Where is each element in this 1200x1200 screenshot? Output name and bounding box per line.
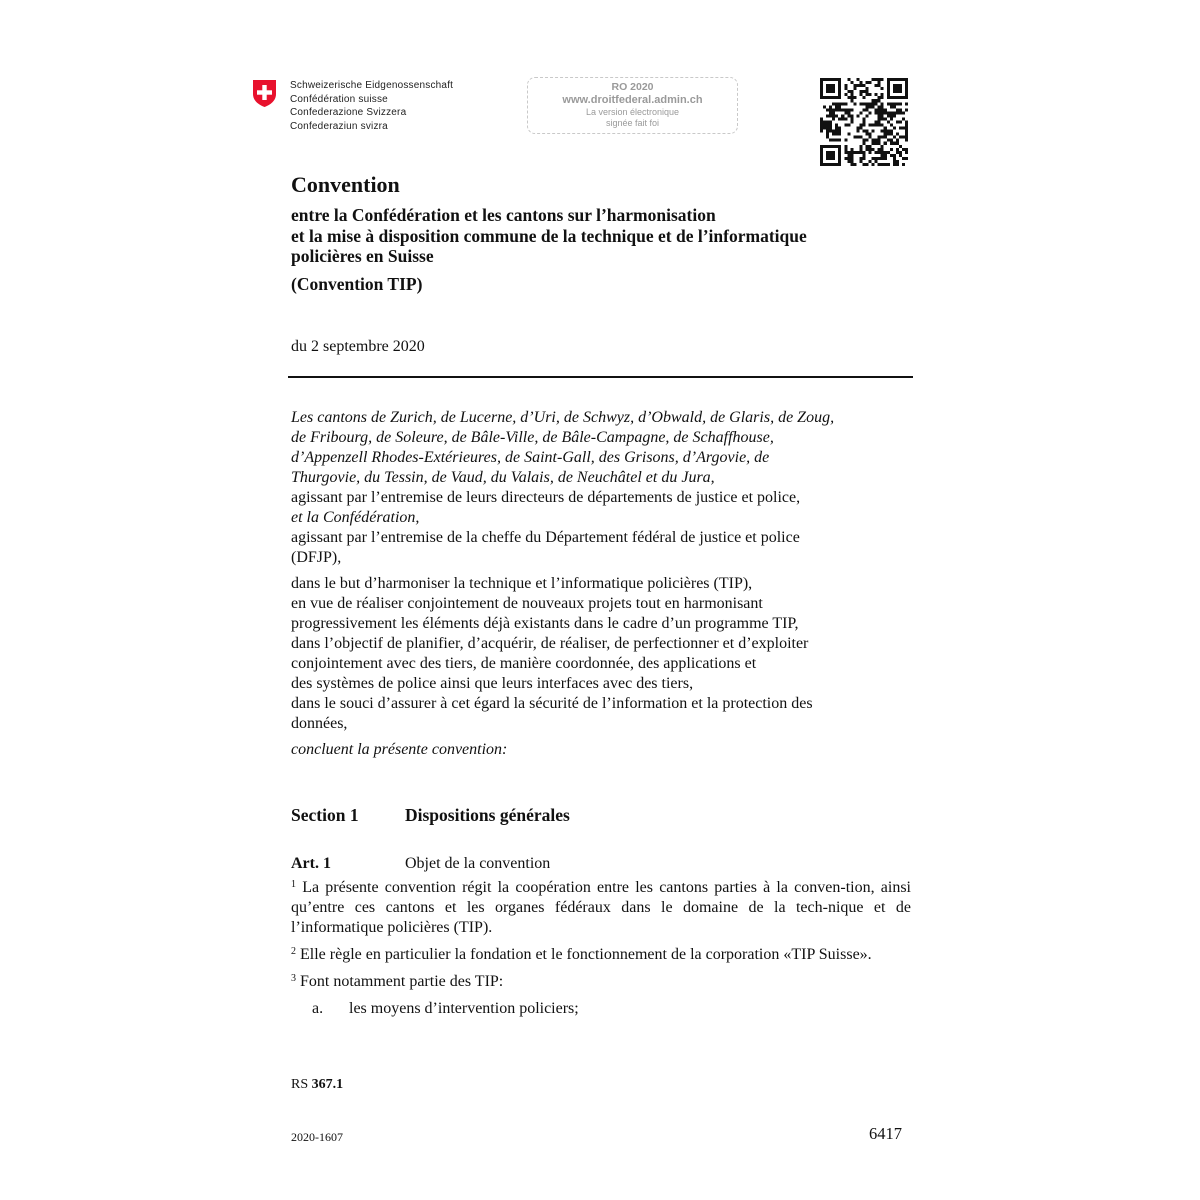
preamble-line: progressivement les éléments déjà existants dans le cadre d’un programme TIP, — [291, 615, 799, 632]
confederation-names — [290, 79, 453, 133]
list-item-text: les moyens d’intervention policiers; — [349, 1000, 579, 1017]
qr-code-icon — [820, 78, 908, 166]
document-title: Convention — [291, 172, 400, 197]
stamp-note-2: signée fait foi — [605, 118, 660, 128]
paragraph-text: Font notamment partie des TIP: — [300, 973, 504, 990]
preamble — [291, 408, 913, 760]
preamble-confederation: et la Confédération, — [291, 509, 420, 526]
title-divider — [288, 376, 913, 378]
section-heading — [291, 804, 570, 826]
stamp-note-1: La version électronique — [585, 107, 680, 117]
subtitle-line: et la mise à disposition commune de la technique et de l’informatique — [291, 225, 807, 246]
preamble-line: en vue de réaliser conjointement de nouveaux projets tout en harmonisant — [291, 595, 763, 612]
document-reference: 2020-1607 — [291, 1130, 343, 1144]
article-paragraph — [291, 972, 911, 992]
confed-name-fr: Confédération suisse — [290, 93, 388, 105]
article-paragraph — [291, 945, 911, 965]
rs-prefix: RS — [291, 1077, 309, 1092]
paragraph-text: La présente convention régit la coopération entre les cantons parties à la conven-tion, ainsi qu’entre ces cantons et les organes fédéraux dans le domaine de la tech-nique et de l’informatique policières (TIP). — [291, 879, 911, 936]
preamble-line: dans le but d’harmoniser la technique et l’informatique policières (TIP), — [291, 575, 753, 592]
preamble-line: de Fribourg, de Soleure, de Bâle-Ville, de Bâle-Campagne, de Schaffhouse, — [291, 429, 774, 446]
preamble-line: (DFJP), — [291, 549, 342, 566]
paragraph-number: 1 — [291, 879, 296, 890]
paragraph-text: Elle règle en particulier la fondation et le fonctionnement de la corporation «TIP Suisse». — [300, 946, 872, 963]
section-number: Section 1 — [291, 805, 359, 825]
confed-name-it: Confederazione Svizzera — [290, 107, 407, 118]
page-number: 6417 — [869, 1124, 902, 1143]
rs-number — [291, 1076, 343, 1094]
article-paragraph — [291, 878, 911, 938]
paragraph-number: 3 — [291, 973, 296, 984]
list-item — [312, 999, 911, 1019]
preamble-line: des systèmes de police ainsi que leurs interfaces avec des tiers, — [291, 675, 694, 692]
preamble-purpose — [291, 574, 913, 734]
subtitle-line: policières en Suisse — [291, 246, 434, 266]
stamp-ro-year: RO 2020 — [611, 81, 654, 93]
preamble-line: dans l’objectif de planifier, d’acquérir, de réaliser, de perfectionner et d’exploiter — [291, 635, 809, 652]
stamp-url: www.droitfederal.admin.ch — [562, 94, 703, 106]
article-heading — [291, 854, 911, 874]
rs-value: 367.1 — [311, 1077, 344, 1092]
preamble-cantons-agent: agissant par l’entremise de leurs directeurs de départements de justice et police, — [291, 489, 801, 506]
subtitle-line: entre la Confédération et les cantons sur l’harmonisation — [291, 205, 716, 225]
confederation-logo — [252, 79, 453, 133]
preamble-line: Thurgovie, du Tessin, de Vaud, du Valais, de Neuchâtel et du Jura, — [291, 469, 715, 486]
article-title: Objet de la convention — [405, 855, 551, 872]
confed-name-rm: Confederaziun svizra — [290, 120, 388, 132]
preamble-conclusion: concluent la présente convention: — [291, 741, 508, 758]
preamble-line: agissant par l’entremise de la cheffe du Département fédéral de justice et police — [291, 529, 800, 546]
document-date: du 2 septembre 2020 — [291, 338, 425, 355]
list-item-letter: a. — [312, 1000, 324, 1017]
preamble-parties — [291, 408, 913, 488]
document-short-title: (Convention TIP) — [291, 274, 423, 294]
preamble-line: d’Appenzell Rhodes-Extérieures, de Saint-Gall, des Grisons, d’Argovie, de — [291, 449, 770, 466]
article-1 — [291, 854, 911, 1019]
document-subtitle — [291, 205, 931, 267]
preamble-line: conjointement avec des tiers, de manière coordonnée, des applications et — [291, 655, 757, 672]
paragraph-number: 2 — [291, 946, 296, 957]
official-publication-stamp — [527, 77, 738, 134]
article-number: Art. 1 — [291, 855, 331, 872]
swiss-cross-icon — [252, 79, 277, 108]
preamble-line: données, — [291, 715, 348, 732]
preamble-line: Les cantons de Zurich, de Lucerne, d’Uri, de Schwyz, d’Obwald, de Glaris, de Zoug, — [291, 409, 835, 426]
section-title: Dispositions générales — [405, 805, 570, 825]
confed-name-de: Schweizerische Eidgenossenschaft — [290, 80, 454, 91]
preamble-line: dans le souci d’assurer à cet égard la sécurité de l’information et la protection des — [291, 695, 813, 712]
